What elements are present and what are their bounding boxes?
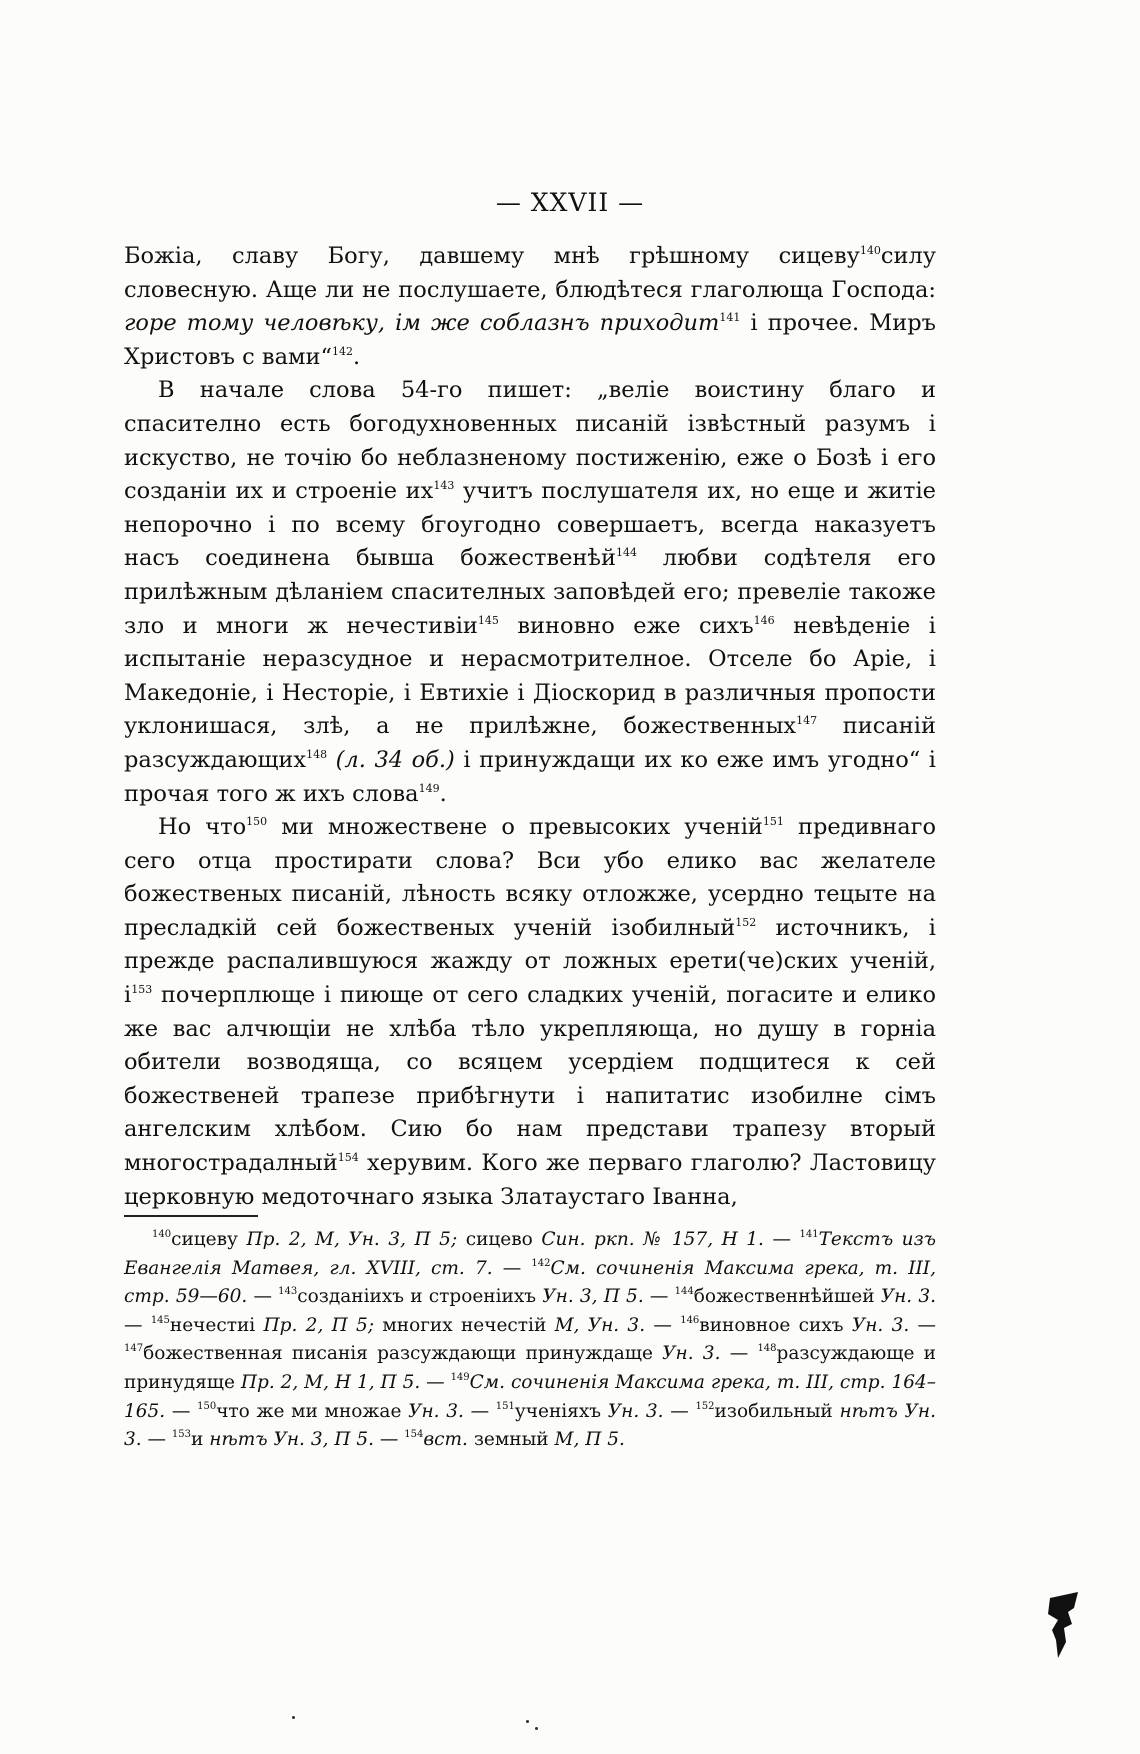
paragraph — [124, 374, 936, 811]
footnote-marker: 148 — [757, 1343, 777, 1355]
italic-text: Пр. 2, П 5; — [263, 1314, 375, 1336]
italic-text: Ун. 3, П 5. — [542, 1286, 644, 1308]
footnote-marker: 143 — [433, 479, 455, 493]
footnote-marker: 152 — [735, 915, 757, 929]
footnote-separator — [124, 1215, 258, 1217]
text-run: что же ми множае — [216, 1400, 409, 1422]
footnote-marker: 143 — [278, 1286, 298, 1298]
footnote-marker: 154 — [404, 1429, 424, 1441]
text-run: разсуждающе и принудяще — [124, 1343, 936, 1393]
text-run: божественная писанія разсуждающи принуждаще — [143, 1343, 663, 1365]
text-run: — — [463, 1400, 496, 1422]
footnote-marker: 140 — [859, 244, 881, 257]
italic-text: нѣтъ Ун. 3. — [124, 1400, 936, 1451]
scan-speck — [535, 1727, 538, 1730]
footnote-marker: 148 — [306, 747, 328, 761]
text-run: — — [720, 1343, 758, 1365]
italic-text: Ун. 3. — [662, 1343, 721, 1365]
text-run: ми множествене о превысоких ученій — [267, 814, 763, 841]
scan-speck — [292, 1716, 295, 1719]
ink-blot-mark — [1044, 1590, 1084, 1660]
italic-text: См. сочиненія Максима грека, т. III, стр. 164–165. — [124, 1371, 937, 1422]
footnote-marker: 149 — [418, 781, 440, 795]
footnote-marker: 144 — [615, 546, 637, 560]
text-run: писаній разсуждающих — [124, 713, 936, 773]
footnote-marker: 152 — [695, 1400, 715, 1412]
text-run: херувим. Кого же перваго глаголю? Ластовицу церковную медоточнаго языка Златаустаго Іванна, — [124, 1150, 936, 1210]
paragraph — [124, 811, 936, 1214]
footnote-marker: 142 — [331, 344, 353, 358]
footnote-marker: 149 — [450, 1371, 470, 1383]
italic-text: Ун. 3. — [880, 1286, 937, 1308]
page-number: — XXVII — — [495, 188, 645, 217]
text-run: — — [763, 1229, 800, 1250]
italic-text: нѣтъ Ун. 3, П 5. — [209, 1429, 375, 1451]
scan-speck — [526, 1720, 529, 1723]
italic-text: Текстъ изъ Евангелія Матвея, гл. XVIII, ст. 7. — [124, 1229, 937, 1279]
text-run: — — [420, 1371, 451, 1393]
footnote-marker: 140 — [152, 1229, 172, 1240]
footnote-marker: 145 — [477, 613, 499, 627]
text-run: ученіяхъ — [514, 1400, 608, 1422]
italic-text: См. сочиненія Максима грека, т. III, стр. 59—60. — [124, 1257, 936, 1308]
italic-text: Ун. 3. — [607, 1400, 664, 1422]
text-run: сицево — [457, 1229, 542, 1250]
text-run: — — [909, 1314, 937, 1336]
text-run: предивнаго сего отца простирати слова? Вси убо елико вас желателе божественых писаній, лѣность всяку отложже, усердно тецыте на пресладкій сей божественых ученій ізобилный — [124, 814, 936, 941]
footnote-marker: 147 — [124, 1343, 144, 1355]
text-run: силу словесную. Аще ли не послушаете, блюдѣтеся глаголюща Господа: — [124, 243, 936, 303]
text-run: — — [374, 1429, 405, 1451]
text-run — [327, 747, 336, 773]
text-run: нечестиі — [169, 1314, 264, 1336]
footnote-marker: 146 — [753, 613, 775, 627]
text-run: — — [141, 1429, 172, 1451]
text-run: и — [191, 1429, 210, 1451]
text-run: сицеву — [171, 1229, 247, 1250]
text-run: . — [352, 343, 361, 370]
text-run: учитъ послушателя их, но еще и житіе непорочно і по всему бгоугодно совершаетъ, всегда наказуетъ насъ соединена бывша божественѣй — [124, 478, 936, 572]
text-run: і прочее. Миръ Христовъ с вами“ — [124, 310, 936, 370]
text-run: виновное сихъ — [699, 1314, 852, 1336]
footnote-marker: 150 — [197, 1400, 217, 1412]
text-run: — — [663, 1400, 696, 1422]
text-run: любви содѣтеля его прилѣжным дѣланіем спасителных заповѣдей его; превеліе такоже зло и многи ж нечестивіи — [124, 545, 936, 639]
footnote-marker: 141 — [719, 311, 741, 325]
italic-text: Ун. 3. — [851, 1314, 910, 1336]
footnote-marker: 145 — [150, 1314, 170, 1326]
footnote-marker: 151 — [762, 815, 784, 829]
text-run: — — [643, 1286, 675, 1308]
italic-text: Пр. 2, М, Ун. 3, П 5; — [246, 1229, 458, 1250]
text-run: — — [247, 1286, 279, 1308]
italic-text: Ун. 3. — [408, 1400, 464, 1422]
italic-text: (л. 34 об.) — [335, 746, 455, 773]
italic-text: горе тому человѣку, ім же соблазнъ приходит — [124, 310, 720, 337]
text-run: почерплюще і пиюще от сего сладких ученій, погасите и елико же вас алчющіи не хлѣба тѣло укрепляюща, но душу в горніа обители возводяща, со всяцем усердіем подщитеся к сей божественей трапезе прибѣгнути і напитатис изобилне сімъ ангелским хлѣбом. Сию бо нам представи трапезу вторый многострадалный — [124, 982, 936, 1177]
footnote-marker: 153 — [171, 1429, 192, 1441]
footnote-marker: 144 — [674, 1286, 694, 1298]
footnotes — [124, 1226, 936, 1455]
text-run: Но что — [158, 814, 247, 841]
text-run: невѣденіе і испытаніе неразсудное и нерасмотрителное. Отселе бо Аріе, і Македоніе, і Несторіе, і Евтихіе і Діоскорид в различныя пропости уклонишася, злѣ, а не прилѣжне, божественных — [124, 612, 937, 740]
text-run: . — [439, 780, 447, 807]
text-run: источникъ, і прежде распалившуюся жажду от ложных ерети(че)ских ученій, і — [124, 914, 936, 1009]
italic-text: М, Ун. 3. — [554, 1314, 646, 1336]
footnote-block — [124, 1226, 936, 1455]
text-run: божественнѣйшей — [693, 1286, 881, 1308]
footnote-marker: 142 — [531, 1257, 551, 1269]
footnote-marker: 146 — [680, 1314, 700, 1326]
footnote-marker: 141 — [799, 1229, 819, 1240]
text-run: і принуждащи их ко еже имъ угодно“ і прочая того ж ихъ слова — [124, 746, 936, 807]
footnote-marker: 150 — [246, 815, 268, 829]
text-run: — — [645, 1314, 681, 1336]
text-run: созданіихъ и строеніихъ — [297, 1286, 543, 1308]
text-run: изобильный — [714, 1400, 840, 1422]
paragraph — [124, 240, 936, 374]
text-run: земный — [467, 1429, 555, 1451]
text-run: — — [165, 1400, 198, 1422]
text-run: виновно еже сихъ — [498, 612, 754, 639]
footnote-marker: 153 — [131, 983, 153, 997]
main-text — [124, 240, 936, 1214]
italic-text: М, П 5. — [554, 1429, 625, 1451]
italic-text: Пр. 2, М, Н 1, П 5. — [240, 1371, 421, 1393]
italic-text: Син. ркп. № 157, Н 1. — [541, 1229, 764, 1250]
text-run: — — [492, 1257, 532, 1279]
text-run: — — [124, 1314, 151, 1336]
text-run: В начале слова 54-го пишет: „веліе воистину благо и спасително есть богодухновенных писаній ізвѣстный разумъ і искуство, не точію бо неблазненому постиженію, еже о Бозѣ і его созданіи их и строеніе их — [124, 377, 936, 505]
text-run: многих нечестій — [374, 1314, 555, 1336]
footnote-marker: 147 — [796, 714, 818, 728]
footnote-marker: 151 — [495, 1400, 515, 1412]
italic-text: вст. — [423, 1429, 468, 1451]
footnote-marker: 154 — [337, 1151, 359, 1165]
text-run: Божіа, славу Богу, давшему мнѣ грѣшному сицеву — [124, 243, 860, 269]
